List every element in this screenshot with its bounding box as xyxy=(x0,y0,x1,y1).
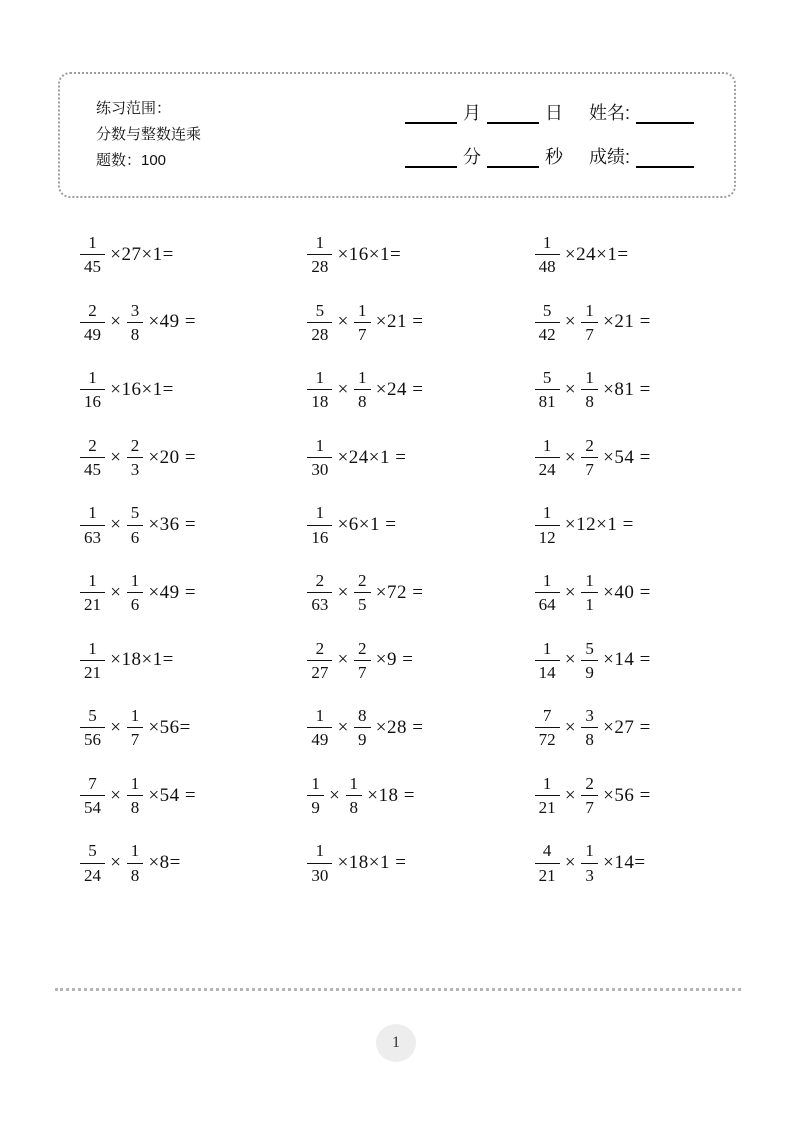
day-label: 日 xyxy=(545,103,563,123)
fraction xyxy=(535,570,560,616)
fraction-numerator: 1 xyxy=(127,570,144,593)
fraction-denominator: 49 xyxy=(84,324,101,344)
math-problem-11 xyxy=(287,435,514,481)
fraction xyxy=(80,570,105,616)
operator-text: × xyxy=(105,581,127,603)
fraction-denominator: 45 xyxy=(84,460,101,480)
fraction xyxy=(354,300,371,346)
fraction-denominator: 5 xyxy=(358,595,367,615)
math-problem-12 xyxy=(515,435,742,481)
fraction-numerator: 2 xyxy=(307,638,332,661)
fraction-numerator: 5 xyxy=(535,367,560,390)
second-label: 秒 xyxy=(545,147,563,167)
math-problem-13 xyxy=(60,502,287,548)
fraction xyxy=(581,570,598,616)
fraction-numerator: 1 xyxy=(80,367,105,390)
operator-text: × xyxy=(332,311,355,333)
math-problem-20 xyxy=(287,638,514,684)
fraction-numerator: 2 xyxy=(354,638,371,661)
operator-text: × xyxy=(323,784,346,806)
operator-text: ×14 = xyxy=(597,649,651,671)
fraction xyxy=(307,502,332,548)
operator-text: × xyxy=(559,716,582,738)
month-label: 月 xyxy=(463,103,481,123)
question-count-label: 题数：100 xyxy=(96,152,167,169)
fraction-numerator: 5 xyxy=(80,705,105,728)
fraction-numerator: 1 xyxy=(535,232,560,255)
fraction xyxy=(535,232,560,278)
fraction xyxy=(535,638,560,684)
fraction-numerator: 4 xyxy=(535,840,560,863)
operator-text: ×24×1= xyxy=(559,243,629,265)
math-problem-28 xyxy=(60,840,287,886)
math-problem-14 xyxy=(287,502,514,548)
fraction xyxy=(535,300,560,346)
math-problem-29 xyxy=(287,840,514,886)
fraction xyxy=(307,435,332,481)
header-info-box xyxy=(58,72,736,198)
fraction-numerator: 1 xyxy=(127,773,144,796)
fraction-denominator: 45 xyxy=(84,257,101,277)
fraction-numerator: 1 xyxy=(307,435,332,458)
fraction-numerator: 1 xyxy=(535,773,560,796)
fraction xyxy=(80,300,105,346)
fraction-numerator: 7 xyxy=(535,705,560,728)
fraction-numerator: 1 xyxy=(354,300,371,323)
fraction xyxy=(80,367,105,413)
fraction xyxy=(127,300,144,346)
operator-text: × xyxy=(559,784,582,806)
fraction xyxy=(307,638,332,684)
fraction-numerator: 1 xyxy=(535,638,560,661)
minute-blank xyxy=(405,148,457,168)
math-problem-1 xyxy=(60,232,287,278)
footer-divider xyxy=(55,988,741,991)
fraction-numerator: 5 xyxy=(581,638,598,661)
operator-text: ×16×1= xyxy=(105,378,174,400)
name-blank xyxy=(636,104,694,124)
worksheet-info xyxy=(96,96,201,174)
math-problem-2 xyxy=(287,232,514,278)
fraction-denominator: 63 xyxy=(311,595,329,615)
math-problem-10 xyxy=(60,435,287,481)
operator-text: × xyxy=(332,581,355,603)
fraction-numerator: 5 xyxy=(80,840,105,863)
fraction-numerator: 2 xyxy=(80,435,105,458)
fraction-numerator: 3 xyxy=(127,300,144,323)
operator-text: × xyxy=(332,378,355,400)
operator-text: × xyxy=(559,852,582,874)
fraction xyxy=(346,773,363,819)
math-problem-24 xyxy=(515,705,742,751)
practice-topic-label: 分数与整数连乘 xyxy=(96,126,202,143)
fraction-denominator: 16 xyxy=(311,527,329,547)
fraction-denominator: 6 xyxy=(130,527,140,547)
fraction xyxy=(307,367,332,413)
fraction xyxy=(354,705,371,751)
fraction xyxy=(80,502,105,548)
operator-text: ×27×1= xyxy=(105,243,174,265)
fraction xyxy=(80,638,105,684)
fraction xyxy=(127,570,144,616)
operator-text: × xyxy=(559,446,582,468)
fraction-numerator: 5 xyxy=(535,300,560,323)
math-problem-6 xyxy=(515,300,742,346)
fraction-denominator: 7 xyxy=(130,730,140,750)
fraction-numerator: 5 xyxy=(307,300,332,323)
fraction xyxy=(535,502,560,548)
fraction-denominator: 7 xyxy=(585,324,594,344)
fraction-denominator: 8 xyxy=(130,865,140,885)
math-problem-4 xyxy=(60,300,287,346)
operator-text: ×12×1 = xyxy=(559,514,634,536)
fraction-numerator: 1 xyxy=(80,638,105,661)
fraction-denominator: 48 xyxy=(538,257,556,277)
operator-text: ×40 = xyxy=(597,581,651,603)
fraction xyxy=(581,840,598,886)
operator-text: ×36 = xyxy=(143,514,197,536)
fraction-numerator: 1 xyxy=(307,367,332,390)
fraction-numerator: 1 xyxy=(535,570,560,593)
math-problem-23 xyxy=(287,705,514,751)
fraction-numerator: 2 xyxy=(581,773,598,796)
fraction xyxy=(581,435,598,481)
operator-text: ×21 = xyxy=(370,311,424,333)
math-problem-3 xyxy=(515,232,742,278)
operator-text: ×56= xyxy=(143,716,191,738)
header-fill-in-area xyxy=(405,74,725,196)
fraction-numerator: 2 xyxy=(354,570,371,593)
fraction xyxy=(581,705,598,751)
fraction-denominator: 24 xyxy=(538,460,556,480)
fraction-numerator: 1 xyxy=(307,840,332,863)
fraction-denominator: 7 xyxy=(585,798,594,818)
fraction-denominator: 8 xyxy=(585,730,594,750)
operator-text: × xyxy=(105,311,127,333)
fraction-denominator: 42 xyxy=(538,324,556,344)
score-blank xyxy=(636,148,694,168)
operator-text: × xyxy=(105,716,127,738)
fraction-denominator: 9 xyxy=(311,798,320,818)
operator-text: ×56 = xyxy=(597,784,651,806)
fraction-denominator: 21 xyxy=(84,595,101,615)
fraction xyxy=(80,435,105,481)
fraction-numerator: 2 xyxy=(581,435,598,458)
fraction-denominator: 9 xyxy=(585,662,594,682)
problems-grid xyxy=(60,221,742,897)
fraction-denominator: 28 xyxy=(311,257,329,277)
fraction-denominator: 6 xyxy=(130,595,140,615)
math-problem-5 xyxy=(287,300,514,346)
operator-text: ×27 = xyxy=(597,716,651,738)
math-problem-21 xyxy=(515,638,742,684)
math-problem-30 xyxy=(515,840,742,886)
fraction-denominator: 54 xyxy=(84,798,101,818)
fraction xyxy=(581,638,598,684)
operator-text: × xyxy=(559,581,582,603)
fraction-denominator: 7 xyxy=(585,460,594,480)
fraction xyxy=(307,300,332,346)
day-blank xyxy=(487,104,539,124)
fraction-numerator: 1 xyxy=(307,502,332,525)
fraction-denominator: 21 xyxy=(538,798,556,818)
page-number: 1 xyxy=(392,1034,400,1051)
time-score-row xyxy=(405,146,725,168)
math-problem-22 xyxy=(60,705,287,751)
fraction xyxy=(535,705,560,751)
fraction xyxy=(80,232,105,278)
operator-text: × xyxy=(105,852,127,874)
fraction-denominator: 9 xyxy=(358,730,367,750)
fraction xyxy=(535,367,560,413)
date-name-row xyxy=(405,102,725,124)
fraction-numerator: 1 xyxy=(535,502,560,525)
name-label: 姓名: xyxy=(589,103,631,123)
operator-text: ×49 = xyxy=(143,311,197,333)
operator-text: ×14= xyxy=(597,852,646,874)
fraction xyxy=(581,773,598,819)
fraction-numerator: 1 xyxy=(346,773,363,796)
fraction-numerator: 1 xyxy=(581,300,598,323)
fraction-numerator: 7 xyxy=(80,773,105,796)
math-problem-17 xyxy=(287,570,514,616)
fraction xyxy=(307,570,332,616)
fraction-denominator: 81 xyxy=(538,392,556,412)
fraction-denominator: 28 xyxy=(311,324,329,344)
operator-text: ×54 = xyxy=(597,446,651,468)
operator-text: ×9 = xyxy=(370,649,414,671)
operator-text: ×54 = xyxy=(143,784,197,806)
fraction-denominator: 8 xyxy=(130,324,140,344)
fraction-denominator: 1 xyxy=(585,595,594,615)
operator-text: ×49 = xyxy=(143,581,197,603)
fraction-numerator: 1 xyxy=(581,840,598,863)
fraction-numerator: 1 xyxy=(581,570,598,593)
fraction-numerator: 1 xyxy=(354,367,371,390)
operator-text: ×18×1 = xyxy=(332,852,407,874)
fraction-denominator: 24 xyxy=(84,865,101,885)
fraction xyxy=(307,773,324,819)
fraction xyxy=(307,840,332,886)
fraction-numerator: 1 xyxy=(80,570,105,593)
fraction-denominator: 72 xyxy=(538,730,556,750)
math-problem-9 xyxy=(515,367,742,413)
operator-text: ×6×1 = xyxy=(332,514,397,536)
operator-text: × xyxy=(332,649,355,671)
fraction xyxy=(80,705,105,751)
operator-text: ×72 = xyxy=(370,581,424,603)
fraction-numerator: 3 xyxy=(581,705,598,728)
fraction-denominator: 64 xyxy=(538,595,556,615)
fraction-numerator: 8 xyxy=(354,705,371,728)
operator-text: × xyxy=(332,716,355,738)
operator-text: × xyxy=(559,649,582,671)
fraction xyxy=(80,840,105,886)
math-problem-16 xyxy=(60,570,287,616)
fraction xyxy=(127,705,144,751)
fraction-numerator: 1 xyxy=(307,232,332,255)
fraction xyxy=(581,367,598,413)
operator-text: × xyxy=(559,378,582,400)
fraction-denominator: 12 xyxy=(538,527,556,547)
math-problem-15 xyxy=(515,502,742,548)
fraction-denominator: 27 xyxy=(311,662,329,682)
operator-text: ×18 = xyxy=(362,784,415,806)
fraction-numerator: 2 xyxy=(127,435,144,458)
fraction xyxy=(535,773,560,819)
fraction-denominator: 21 xyxy=(538,865,556,885)
fraction xyxy=(535,435,560,481)
fraction xyxy=(80,773,105,819)
fraction xyxy=(307,232,332,278)
score-label: 成绩: xyxy=(589,147,631,167)
fraction-denominator: 30 xyxy=(311,460,329,480)
math-problem-8 xyxy=(287,367,514,413)
fraction-denominator: 30 xyxy=(311,865,329,885)
fraction xyxy=(354,570,371,616)
fraction-denominator: 7 xyxy=(358,662,367,682)
operator-text: ×24×1 = xyxy=(332,446,407,468)
fraction-denominator: 56 xyxy=(84,730,101,750)
fraction-denominator: 8 xyxy=(130,798,140,818)
fraction-denominator: 18 xyxy=(311,392,329,412)
fraction-numerator: 1 xyxy=(581,367,598,390)
fraction-numerator: 1 xyxy=(80,232,105,255)
math-problem-7 xyxy=(60,367,287,413)
operator-text: ×81 = xyxy=(597,378,651,400)
operator-text: ×16×1= xyxy=(332,243,402,265)
fraction xyxy=(581,300,598,346)
operator-text: ×28 = xyxy=(370,716,424,738)
fraction-denominator: 3 xyxy=(585,865,594,885)
operator-text: ×8= xyxy=(143,852,181,874)
math-problem-27 xyxy=(515,773,742,819)
fraction-denominator: 21 xyxy=(84,662,101,682)
fraction-denominator: 8 xyxy=(585,392,594,412)
fraction-numerator: 5 xyxy=(127,502,144,525)
fraction-denominator: 16 xyxy=(84,392,101,412)
operator-text: × xyxy=(559,311,582,333)
fraction xyxy=(127,840,144,886)
operator-text: × xyxy=(105,446,127,468)
fraction-denominator: 8 xyxy=(349,798,359,818)
fraction xyxy=(307,705,332,751)
math-problem-26 xyxy=(287,773,514,819)
fraction-numerator: 1 xyxy=(80,502,105,525)
operator-text: ×24 = xyxy=(370,378,424,400)
fraction xyxy=(127,435,144,481)
fraction xyxy=(535,840,560,886)
fraction xyxy=(127,502,144,548)
fraction-denominator: 3 xyxy=(130,460,140,480)
page-number-badge xyxy=(376,1024,416,1062)
fraction xyxy=(354,638,371,684)
fraction-numerator: 1 xyxy=(307,705,332,728)
fraction-numerator: 2 xyxy=(80,300,105,323)
month-blank xyxy=(405,104,457,124)
operator-text: ×21 = xyxy=(597,311,651,333)
fraction-denominator: 8 xyxy=(358,392,367,412)
fraction-numerator: 1 xyxy=(535,435,560,458)
practice-range-label: 练习范围： xyxy=(96,100,172,117)
fraction-numerator: 1 xyxy=(307,773,324,796)
fraction-denominator: 7 xyxy=(358,324,367,344)
math-problem-19 xyxy=(60,638,287,684)
fraction-denominator: 14 xyxy=(538,662,556,682)
fraction-numerator: 1 xyxy=(127,840,144,863)
math-problem-18 xyxy=(515,570,742,616)
math-problem-25 xyxy=(60,773,287,819)
minute-label: 分 xyxy=(463,147,481,167)
operator-text: ×18×1= xyxy=(105,649,174,671)
fraction-numerator: 2 xyxy=(307,570,332,593)
operator-text: ×20 = xyxy=(143,446,197,468)
fraction-denominator: 63 xyxy=(84,527,101,547)
fraction-numerator: 1 xyxy=(127,705,144,728)
fraction xyxy=(127,773,144,819)
second-blank xyxy=(487,148,539,168)
operator-text: × xyxy=(105,514,127,536)
fraction xyxy=(354,367,371,413)
fraction-denominator: 49 xyxy=(311,730,329,750)
operator-text: × xyxy=(105,784,127,806)
